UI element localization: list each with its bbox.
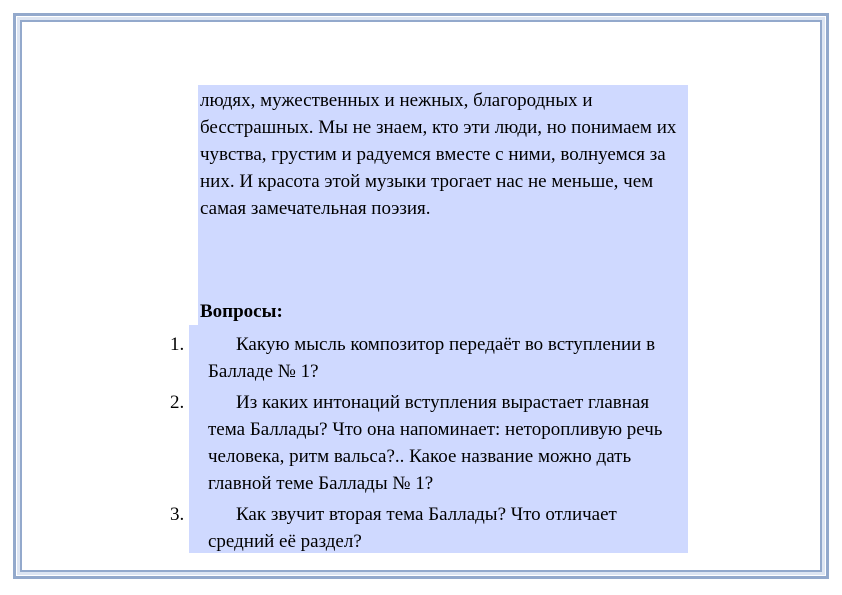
- question-text: Какую мысль композитор передаёт во вступлении в Балладе № 1?: [208, 334, 656, 382]
- question-item-2: [170, 389, 686, 497]
- question-number: 1.: [170, 334, 185, 355]
- question-item-1: [170, 331, 686, 385]
- question-number: 2.: [170, 392, 185, 413]
- question-text: Как звучит вторая тема Баллады? Что отличает средний её раздел?: [208, 504, 617, 552]
- question-text: Из каких интонаций вступления вырастает главная тема Баллады? Что она напоминает: неторопливую речь человека, ритм вальса?.. Какое название можно дать главной теме Баллады № 1?: [208, 392, 663, 494]
- question-item-3: [170, 501, 686, 555]
- question-number: 3.: [170, 504, 185, 525]
- questions-list: [170, 331, 686, 559]
- body-paragraph: людях, мужественных и нежных, благородных и бесстрашных. Мы не знаем, кто эти люди, но понимаем их чувства, грустим и радуемся вместе с ними, волнуемся за них. И красота этой музыки трогает нас не меньше, чем самая замечательная поэзия.: [200, 90, 677, 219]
- questions-heading: Вопросы:: [200, 301, 283, 322]
